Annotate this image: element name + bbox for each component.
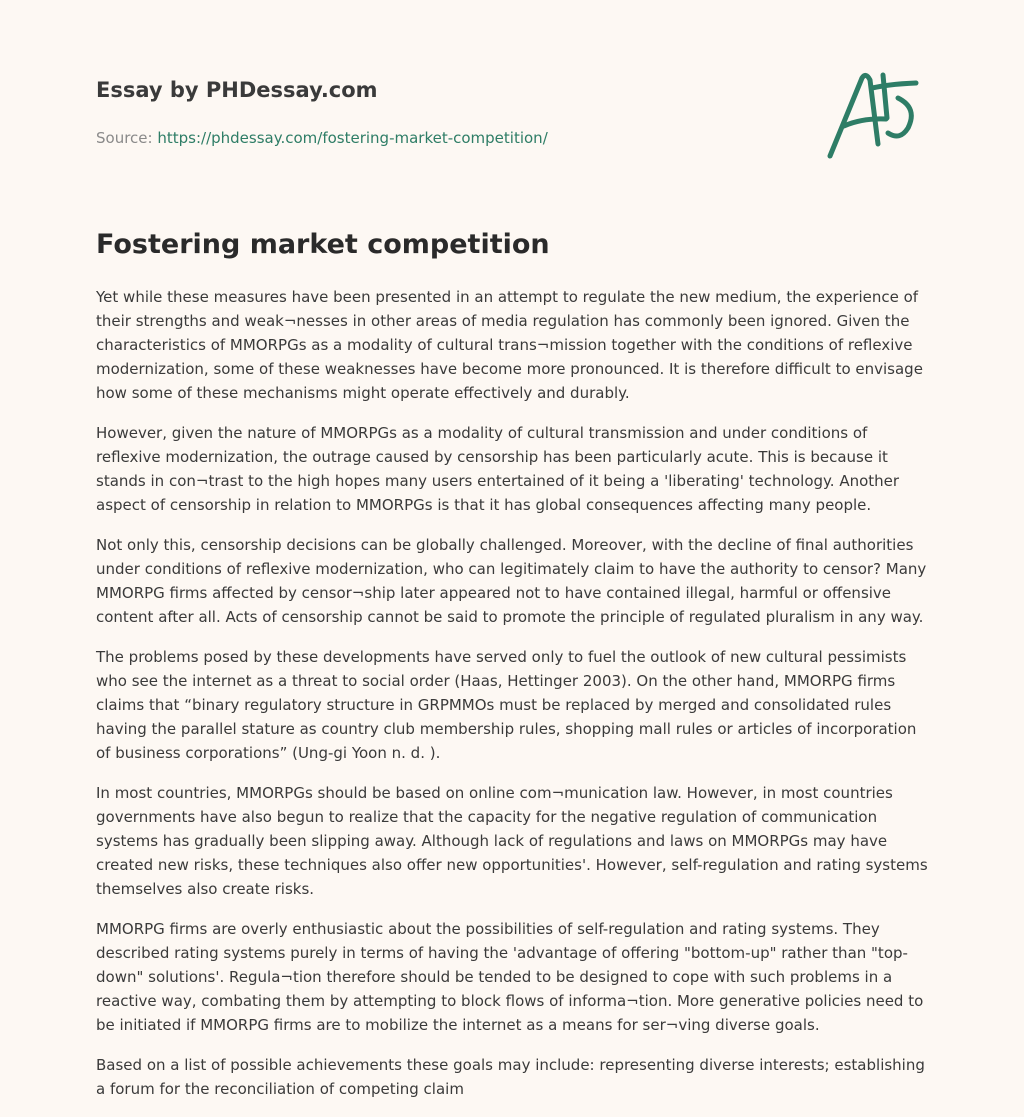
essay-paragraph: Yet while these measures have been presented in an attempt to regulate the new medium, the experience of their strengths and weak¬nesses in other areas of media regulation has commonly been ignored. Given the characteristics of MMORPGs as a modality of cultural trans¬mission together with the conditions of reflexive modernization, some of these weaknesses have become more pronounced. It is therefore difficult to envisage how some of these mechanisms might operate effectively and durably. — [96, 288, 923, 402]
essay-paragraph: However, given the nature of MMORPGs as a modality of cultural transmission and under conditions of reflexive modernization, the outrage caused by censorship has been particularly acute. This is because it stands in con¬trast to the high hopes many users entertained of it being a 'liberating' technology. Another aspect of censorship in relation to MMORPGs is that it has global consequences affecting many people. — [96, 424, 900, 514]
essay-paragraph: The problems posed by these developments have served only to fuel the outlook of new cultural pessimists who see the internet as a threat to social order (Haas, Hettinger 2003). On the other hand, MMORPG firms claims that “binary regulatory structure in GRPMMOs must be replaced by merged and consolidated rules having the parallel stature as country club membership rules, shopping mall rules or articles of incorporation of business corporations” (Ung-gi Yoon n. d. ). — [96, 648, 917, 762]
site-brand: Essay by PHDessay.com — [96, 78, 378, 102]
a-plus-logo — [820, 66, 930, 166]
essay-title: Fostering market competition — [96, 229, 550, 260]
essay-body — [96, 285, 931, 1117]
essay-paragraph: Not only this, censorship decisions can be globally challenged. Moreover, with the decline of final authorities under conditions of reflexive modernization, who can legitimately claim to have the authority to censor? Many MMORPG firms affected by censor¬ship later appeared not to have contained illegal, harmful or offensive content after all. Acts of censorship cannot be said to promote the principle of regulated pluralism in any way. — [96, 536, 927, 626]
essay-paragraph: MMORPG firms are overly enthusiastic about the possibilities of self-regulation and rating systems. They described rating systems purely in terms of having the 'advantage of offering "bottom-up" rather than "top-down" solutions'. Regula¬tion therefore should be tended to be designed to cope with such problems in a reactive way, combating them by attempting to block flows of informa¬tion. More generative policies need to be initiated if MMORPG firms are to mobilize the internet as a means for ser¬ving diverse goals. — [96, 920, 924, 1034]
source-label: Source: — [96, 129, 153, 147]
source-line — [96, 128, 796, 148]
a-plus-logo-graphic — [820, 66, 930, 166]
essay-header — [96, 74, 796, 148]
essay-paragraph: Based on a list of possible achievements these goals may include: representing diverse interests; establishing a forum for the reconciliation of competing claim — [96, 1056, 925, 1098]
essay-paragraph: In most countries, MMORPGs should be based on online com¬munication law. However, in most countries governments have also begun to realize that the capacity for the negative regulation of communication systems has gradually been slipping away. Although lack of regulations and laws on MMORPGs may have created new risks, these techniques also offer new opportunities'. However, self-regulation and rating systems themselves also create risks. — [96, 784, 928, 898]
source-link[interactable]: https://phdessay.com/fostering-market-competition/ — [157, 129, 548, 147]
